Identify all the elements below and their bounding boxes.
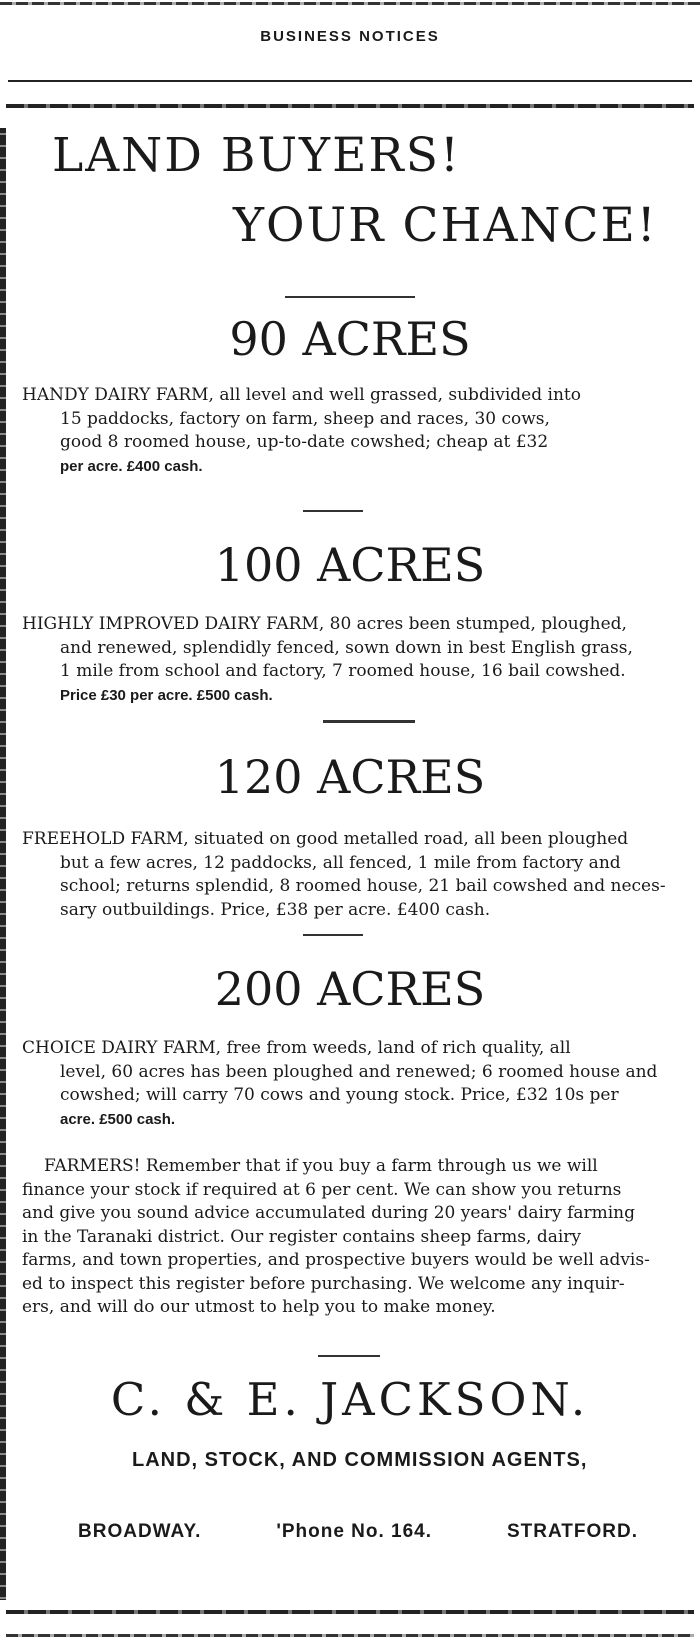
- firm-agents: LAND, STOCK, AND COMMISSION AGENTS,: [132, 1449, 588, 1471]
- top-rule: [0, 2, 700, 5]
- address-phone: 'Phone No. 164.: [276, 1521, 433, 1542]
- listing-heading-100-acres: 100 ACRES: [214, 538, 486, 592]
- header-rule: [8, 80, 692, 82]
- address-town: STRATFORD.: [506, 1521, 638, 1542]
- listing-price: Price £30 per acre. £500 cash.: [60, 686, 273, 704]
- firm-name: C. & E. JACKSON.: [110, 1373, 590, 1426]
- listing-line: 1 mile from school and factory, 7 roomed house, 16 bail cowshed.: [60, 661, 626, 681]
- address-street: BROADWAY.: [78, 1521, 202, 1542]
- bottom-rule: [6, 1634, 694, 1637]
- farmers-line: in the Taranaki district. Our register contains sheep farms, dairy: [22, 1226, 581, 1247]
- listing-line: CHOICE DAIRY FARM, free from weeds, land of rich quality, all: [22, 1038, 571, 1058]
- listing-heading-200-acres: 200 ACRES: [214, 962, 486, 1016]
- listing-divider: [303, 934, 363, 936]
- farmers-line: ers, and will do our utmost to help you to make money.: [22, 1297, 496, 1317]
- firm-address: [78, 1521, 638, 1543]
- listing-line: 15 paddocks, factory on farm, sheep and races, 30 cows,: [60, 408, 550, 429]
- listing-line: HIGHLY IMPROVED DAIRY FARM, 80 acres been stumped, ploughed,: [22, 614, 627, 634]
- listing-line: and renewed, splendidly fenced, sown down in best English grass,: [60, 637, 633, 658]
- listing-line: cowshed; will carry 70 cows and young stock. Price, £32 10s per: [60, 1085, 619, 1105]
- title-line-2: YOUR CHANCE!: [233, 198, 658, 253]
- farmers-line: FARMERS! Remember that if you buy a farm through us we will: [44, 1156, 598, 1176]
- listing-text-200-acres: [22, 1037, 682, 1131]
- listing-heading-90-acres: 90 ACRES: [229, 312, 471, 366]
- title-divider: [285, 296, 415, 298]
- listing-line: good 8 roomed house, up-to-date cowshed; cheap at £32: [60, 432, 549, 452]
- box-top-rule: [6, 104, 694, 108]
- listing-line: sary outbuildings. Price, £38 per acre. £400 cash.: [60, 899, 491, 920]
- listing-line: school; returns splendid, 8 roomed house, 21 bail cowshed and neces-: [60, 876, 666, 896]
- farmers-paragraph: [22, 1155, 682, 1320]
- listing-heading-120-acres: 120 ACRES: [214, 750, 486, 804]
- listing-divider: [303, 510, 363, 512]
- listing-line: level, 60 acres has been ploughed and renewed; 6 roomed house and: [60, 1061, 658, 1082]
- farmers-line: ed to inspect this register before purchasing. We welcome any inquir-: [22, 1273, 625, 1294]
- listing-line: but a few acres, 12 paddocks, all fenced, 1 mile from factory and: [60, 852, 621, 873]
- box-bottom-rule: [6, 1610, 694, 1614]
- section-header: BUSINESS NOTICES: [260, 28, 440, 45]
- listing-price: per acre. £400 cash.: [60, 457, 203, 475]
- listing-text-100-acres: [22, 613, 682, 707]
- listing-line: HANDY DAIRY FARM, all level and well grassed, subdivided into: [22, 385, 581, 405]
- farmers-line: finance your stock if required at 6 per cent. We can show you returns: [22, 1179, 622, 1200]
- listing-divider: [323, 720, 415, 723]
- listing-price: acre. £500 cash.: [60, 1110, 176, 1128]
- listing-text-90-acres: [22, 384, 682, 478]
- title-line-1: LAND BUYERS!: [52, 128, 461, 183]
- listing-text-120-acres: [22, 828, 682, 922]
- firm-divider: [318, 1355, 380, 1357]
- listing-line: FREEHOLD FARM, situated on good metalled road, all been ploughed: [22, 829, 629, 849]
- farmers-line: and give you sound advice accumulated during 20 years' dairy farming: [22, 1203, 636, 1223]
- farmers-line: farms, and town properties, and prospective buyers would be well advis-: [22, 1250, 650, 1270]
